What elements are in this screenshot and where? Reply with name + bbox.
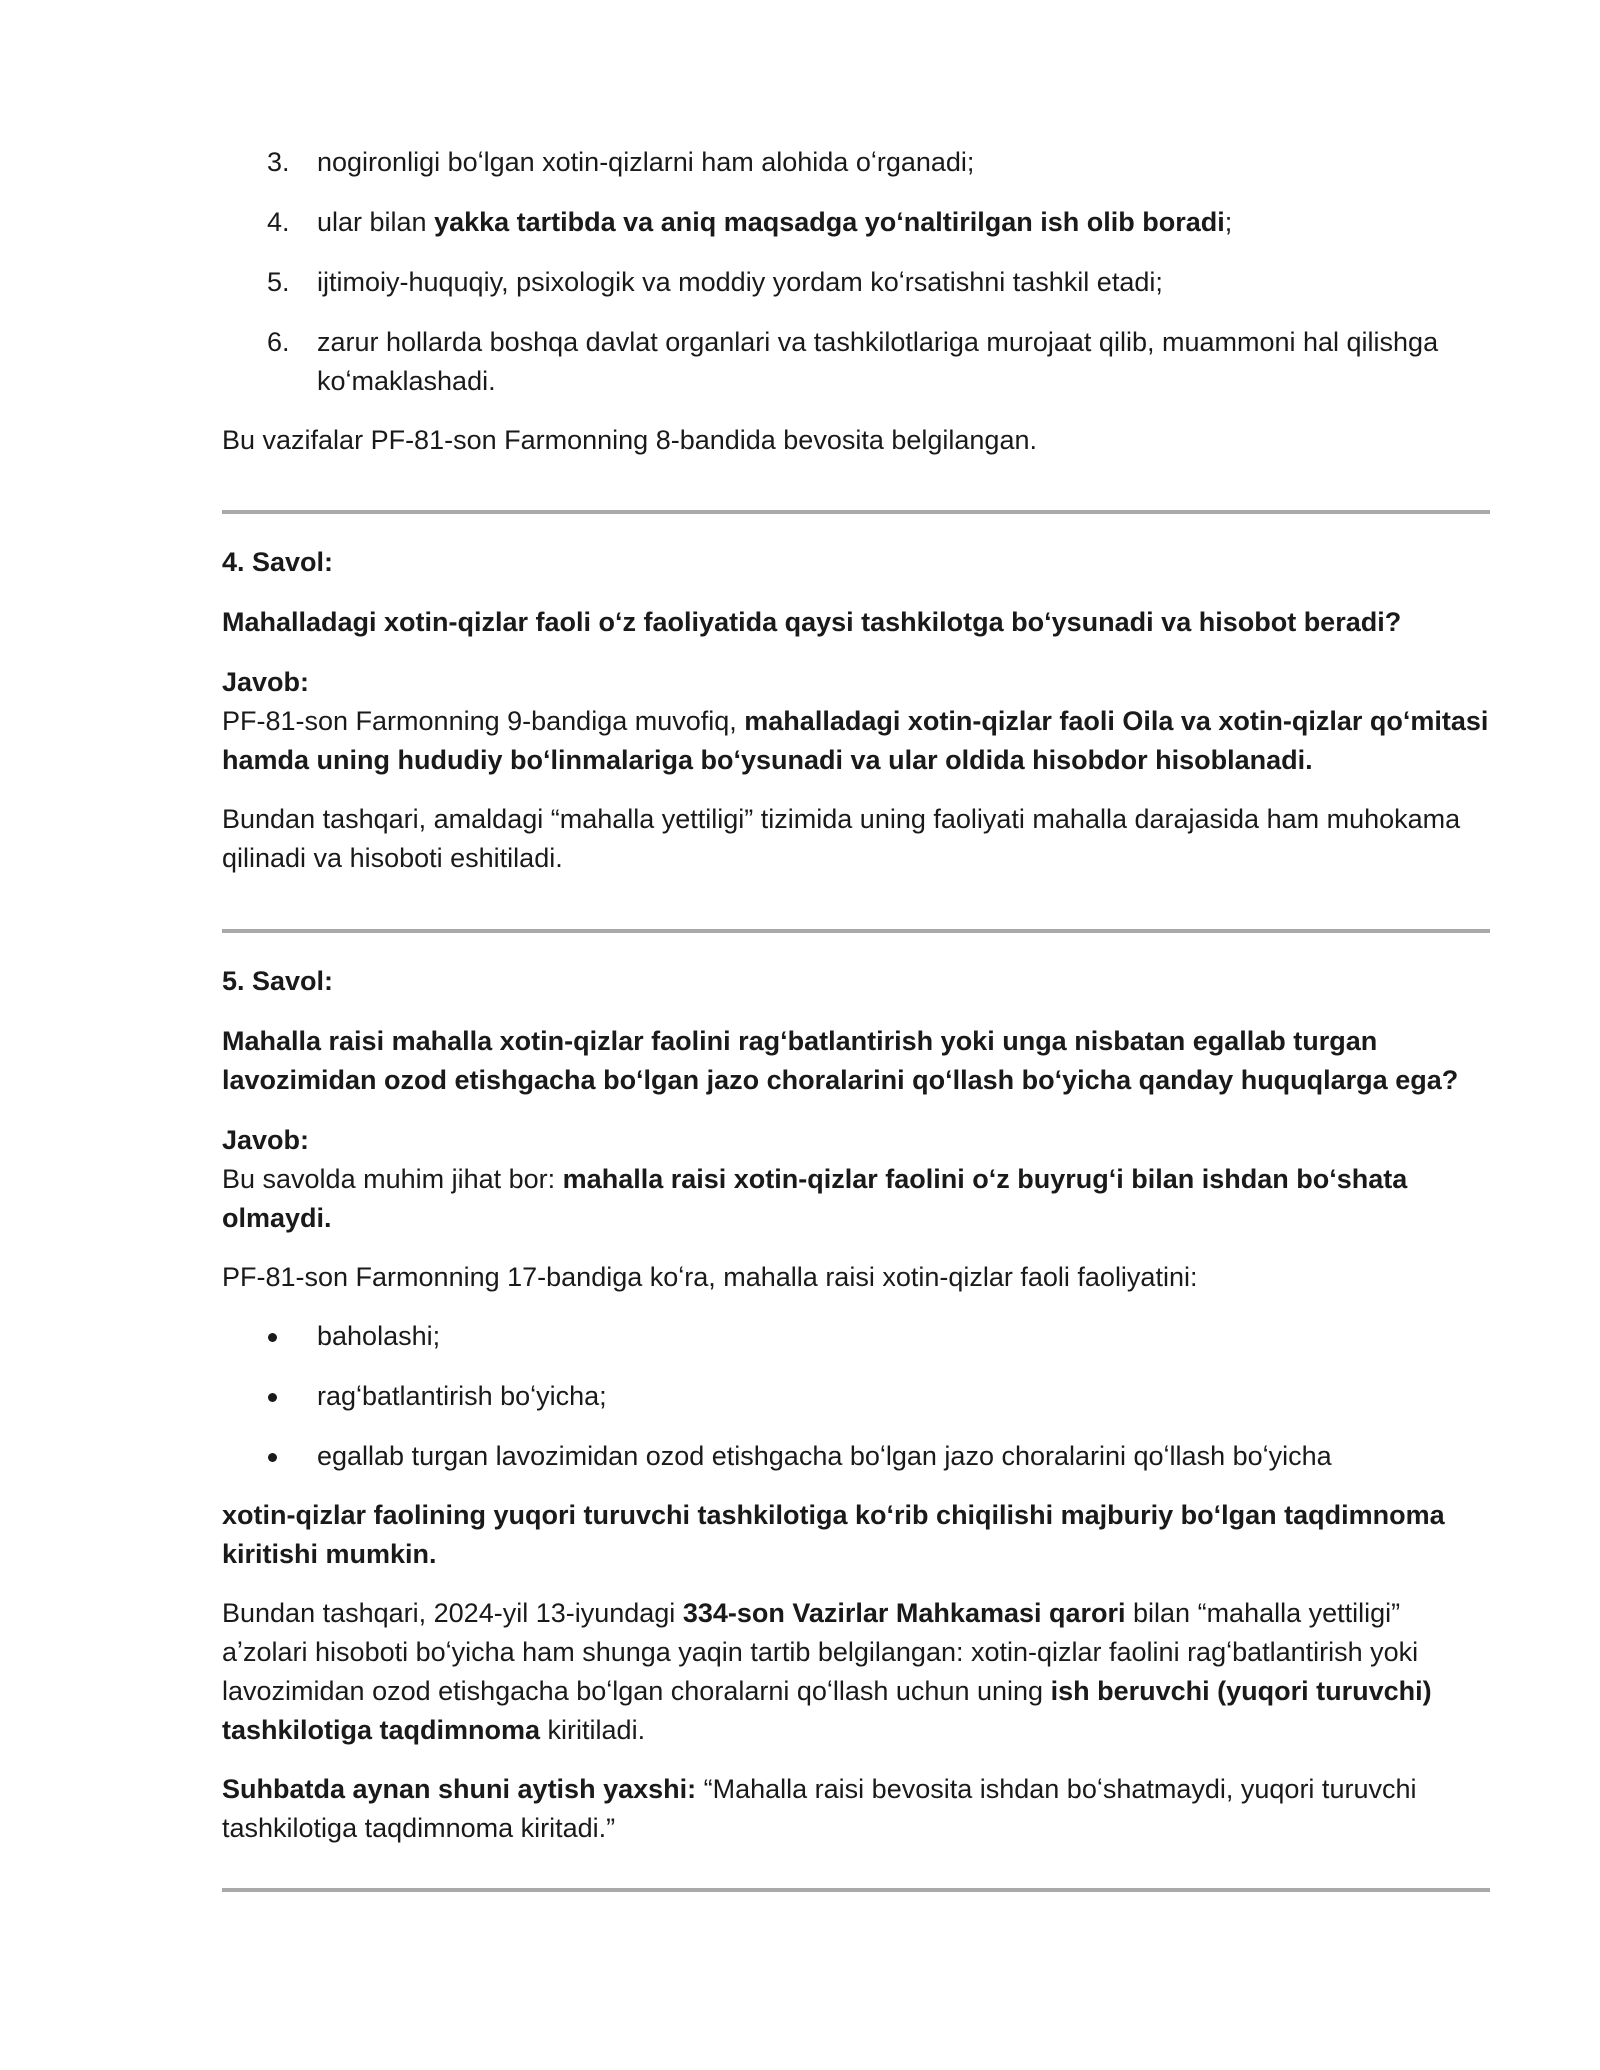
question-heading: 4. Savol:	[222, 547, 334, 577]
advice-paragraph: Suhbatda aynan shuni aytish yaxshi: “Mahalla raisi bevosita ishdan boʻshatmaydi, yuqori turuvchi tashkilotiga taqdimnoma kiritadi.”	[222, 1774, 1417, 1843]
list-item	[222, 203, 1490, 242]
list-text: ular bilan	[317, 207, 435, 237]
question-heading: 5. Savol:	[222, 966, 334, 996]
list-text-end: ;	[1224, 207, 1233, 237]
note-paragraph: Bu vazifalar PF-81-son Farmonning 8-bandida bevosita belgilangan.	[222, 425, 1037, 455]
intro-paragraph: PF-81-son Farmonning 17-bandiga koʻra, mahalla raisi xotin-qizlar faoli faoliyatini:	[222, 1262, 1198, 1292]
list-number: 3.	[267, 147, 290, 177]
decree-paragraph: Bundan tashqari, 2024-yil 13-iyundagi 334-son Vazirlar Mahkamasi qarori bilan “mahalla yettiligi” aʼzolari hisoboti boʻyicha ham shunga yaqin tartib belgilangan: xotin-qizlar faolini ragʻbatlantirish yoki lavozimidan ozod etishgacha boʻlgan choralarni qoʻllash uchun uning ish beruvchi (yuqori turuvchi) tashkilotiga taqdimnoma kiritiladi.	[222, 1598, 1432, 1745]
answer-label: Javob:	[222, 667, 310, 697]
conclusion-paragraph: xotin-qizlar faolining yuqori turuvchi tashkilotiga koʻrib chiqilishi majburiy boʻlgan taqdimnoma kiritishi mumkin.	[222, 1500, 1445, 1569]
section-divider	[222, 1888, 1490, 1892]
list-number: 4.	[267, 207, 290, 237]
list-number: 6.	[267, 327, 290, 357]
list-item	[222, 263, 1490, 302]
list-text: zarur hollarda boshqa davlat organlari va tashkilotlariga murojaat qilib, muammoni hal qilishga koʻmaklashadi.	[317, 327, 1439, 396]
bullet-dot-icon	[268, 1333, 277, 1342]
document-page	[222, 143, 1490, 1892]
duties-list	[222, 143, 1490, 401]
rights-list	[222, 1317, 1490, 1476]
bullet-item: ragʻbatlantirish boʻyicha;	[222, 1377, 1490, 1416]
list-text: ijtimoiy-huquqiy, psixologik va moddiy yordam koʻrsatishni tashkil etadi;	[317, 267, 1163, 297]
list-number: 5.	[267, 267, 290, 297]
answer-paragraph: PF-81-son Farmonning 9-bandiga muvofiq, mahalladagi xotin-qizlar faoli Oila va xotin-qizlar qoʻmitasi hamda uning hududiy boʻlinmalariga boʻysunadi va ular oldida hisobdor hisoblanadi.	[222, 706, 1489, 775]
bullet-item: baholashi;	[222, 1317, 1490, 1356]
answer-label: Javob:	[222, 1125, 310, 1155]
bullet-item: egallab turgan lavozimidan ozod etishgacha boʻlgan jazo choralarini qoʻllash boʻyicha	[222, 1437, 1490, 1476]
question-text: Mahalla raisi mahalla xotin-qizlar faolini ragʻbatlantirish yoki unga nisbatan egallab turgan lavozimidan ozod etishgacha boʻlgan jazo choralarini qoʻllash boʻyicha qanday huquqlarga ega?	[222, 1026, 1459, 1095]
bullet-dot-icon	[268, 1453, 277, 1462]
list-text-bold: yakka tartibda va aniq maqsadga yoʻnaltirilgan ish olib boradi	[434, 207, 1225, 237]
list-text: nogironligi boʻlgan xotin-qizlarni ham alohida oʻrganadi;	[317, 147, 975, 177]
list-item	[222, 323, 1490, 401]
answer-paragraph: Bu savolda muhim jihat bor: mahalla raisi xotin-qizlar faolini oʻz buyrugʻi bilan ishdan boʻshata olmaydi.	[222, 1164, 1408, 1233]
extra-paragraph: Bundan tashqari, amaldagi “mahalla yettiligi” tizimida uning faoliyati mahalla darajasida ham muhokama qilinadi va hisoboti eshitiladi.	[222, 804, 1461, 873]
list-item	[222, 143, 1490, 182]
question-text: Mahalladagi xotin-qizlar faoli oʻz faoliyatida qaysi tashkilotga boʻysunadi va hisobot beradi?	[222, 607, 1402, 637]
bullet-dot-icon	[268, 1393, 277, 1402]
